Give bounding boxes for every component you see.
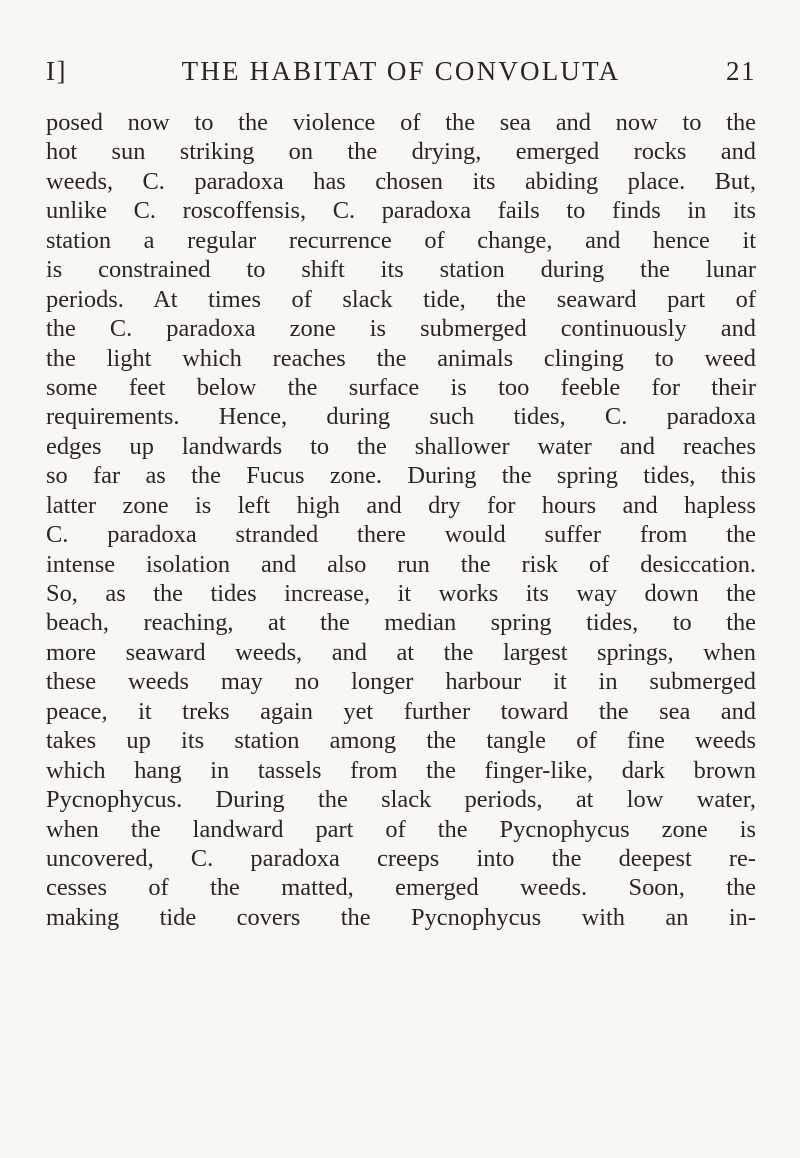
text-line: which hang in tassels from the finger-like, dark brown (46, 756, 756, 784)
text-line: intense isolation and also run the risk of desiccation. (46, 550, 756, 578)
text-line: making tide covers the Pycnophycus with an in- (46, 903, 756, 931)
text-line: so far as the Fucus zone. During the spring tides, this (46, 462, 756, 490)
text-line: station a regular recurrence of change, and hence it (46, 226, 756, 254)
text-line: So, as the tides increase, it works its way down the (46, 580, 756, 607)
running-head (46, 56, 756, 96)
text-line: is constrained to shift its station during the lunar (46, 256, 756, 284)
text-line: when the landward part of the Pycnophycus zone is (46, 815, 756, 843)
text-line: peace, it treks again yet further toward the sea and (46, 697, 756, 725)
text-line: requirements. Hence, during such tides, C. paradoxa (46, 403, 756, 431)
text-line: the C. paradoxa zone is submerged continuously and (46, 315, 756, 343)
text-line: takes up its station among the tangle of fine weeds (46, 727, 756, 755)
text-line: the light which reaches the animals clinging to weed (46, 344, 756, 372)
page-number: 21 (726, 56, 756, 86)
text-line: some feet below the surface is too feeble for their (46, 373, 756, 401)
text-line: beach, reaching, at the median spring tides, to the (46, 609, 756, 637)
text-line: more seaward weeds, and at the largest springs, when (46, 638, 756, 666)
text-line: hot sun striking on the drying, emerged rocks and (46, 138, 756, 166)
text-line: C. paradoxa stranded there would suffer from the (46, 521, 756, 549)
text-line: these weeds may no longer harbour it in submerged (46, 668, 756, 696)
text-line: edges up landwards to the shallower water and reaches (46, 432, 756, 460)
text-line: uncovered, C. paradoxa creeps into the deepest re- (46, 844, 756, 872)
text-line: posed now to the violence of the sea and now to the (46, 109, 756, 136)
text-line: periods. At times of slack tide, the seaward part of (46, 285, 756, 313)
running-title: THE HABITAT OF CONVOLUTA (181, 56, 621, 86)
text-line: unlike C. roscoffensis, C. paradoxa fails to finds in its (46, 197, 756, 225)
text-line: cesses of the matted, emerged weeds. Soon, the (46, 874, 756, 902)
text-line: Pycnophycus. During the slack periods, at low water, (46, 786, 756, 814)
text-line: weeds, C. paradoxa has chosen its abiding place. But, (46, 167, 756, 195)
text-line: latter zone is left high and dry for hours and hapless (46, 491, 756, 519)
body-paragraph (46, 108, 756, 932)
chapter-number: I] (46, 56, 67, 86)
